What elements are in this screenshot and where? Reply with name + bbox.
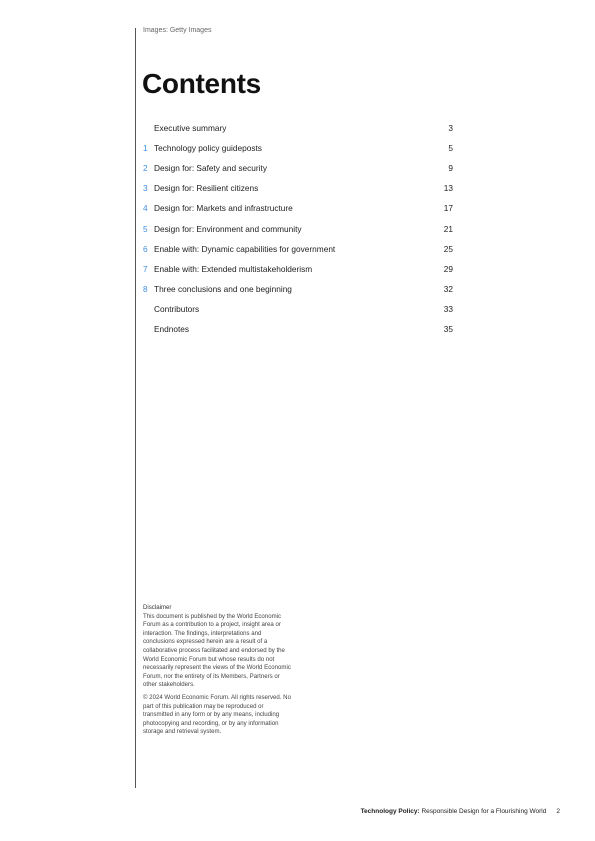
toc-entry-page: 3 [448, 123, 453, 134]
toc-entry-number: 2 [143, 163, 148, 174]
toc-entry-label: Design for: Markets and infrastructure [154, 203, 293, 214]
footer-page-number: 2 [556, 808, 560, 815]
footer-title-rest: Responsible Design for a Flourishing World [419, 808, 547, 815]
toc-entry-label: Technology policy guideposts [154, 143, 262, 154]
toc-entry[interactable] [143, 239, 453, 259]
toc-entry[interactable] [143, 319, 453, 339]
margin-rule [135, 28, 136, 788]
toc-entry-page: 35 [443, 323, 453, 334]
toc-entry-page: 17 [443, 203, 453, 214]
toc-entry-page: 33 [443, 303, 453, 314]
toc-entry[interactable] [143, 218, 453, 238]
toc-entry-number: 6 [143, 243, 148, 254]
image-credit: Images: Getty Images [143, 27, 212, 34]
disclaimer-body: This document is published by the World Economic Forum as a contribution to a project, insight area or interaction. The findings, interpretations and conclusions expressed herein are a result of a collaborative process facilitated and endorsed by the World Economic Forum but whose results do not necessarily represent the views of the World Economic Forum, nor the entirety of its Members, Partners or other stakeholders. [143, 612, 291, 689]
page-footer [361, 808, 560, 815]
page-title: Contents [142, 68, 261, 99]
toc-entry-label: Three conclusions and one beginning [154, 283, 292, 294]
toc-entry-label: Enable with: Extended multistakeholderism [154, 263, 313, 274]
toc-entry-page: 29 [443, 263, 453, 274]
toc-entry[interactable] [143, 299, 453, 319]
toc-entry-label: Design for: Safety and security [154, 163, 267, 174]
toc-entry-page: 9 [448, 163, 453, 174]
toc-entry-label: Design for: Environment and community [154, 223, 302, 234]
table-of-contents [143, 118, 453, 339]
toc-entry-label: Enable with: Dynamic capabilities for government [154, 243, 336, 254]
footer-title-bold: Technology Policy: [360, 808, 420, 815]
toc-entry-number: 5 [143, 223, 148, 234]
disclaimer-heading: Disclaimer [143, 604, 172, 611]
toc-entry[interactable] [143, 178, 453, 198]
toc-entry-label: Contributors [154, 303, 200, 314]
toc-entry-number: 7 [143, 263, 148, 274]
toc-entry-label: Endnotes [154, 323, 190, 334]
toc-entry-number: 3 [143, 183, 148, 194]
toc-entry[interactable] [143, 138, 453, 158]
toc-entry[interactable] [143, 198, 453, 218]
disclaimer [143, 604, 293, 737]
toc-entry-number: 1 [143, 143, 148, 154]
toc-entry-page: 5 [448, 143, 453, 154]
toc-entry-number: 8 [143, 283, 148, 294]
toc-entry-page: 13 [443, 183, 453, 194]
toc-entry-number: 4 [143, 203, 148, 214]
toc-entry[interactable] [143, 259, 453, 279]
toc-entry-label: Executive summary [154, 123, 227, 134]
toc-entry-page: 21 [443, 223, 453, 234]
toc-entry-page: 25 [443, 243, 453, 254]
toc-entry[interactable] [143, 118, 453, 138]
toc-entry-label: Design for: Resilient citizens [154, 183, 259, 194]
toc-entry[interactable] [143, 279, 453, 299]
copyright-notice: © 2024 World Economic Forum. All rights reserved. No part of this publication may be reproduced or transmitted in any form or by any means, including photocopying and recording, or by any information storage and retrieval system. [143, 693, 291, 736]
toc-entry-page: 32 [443, 283, 453, 294]
toc-entry[interactable] [143, 158, 453, 178]
